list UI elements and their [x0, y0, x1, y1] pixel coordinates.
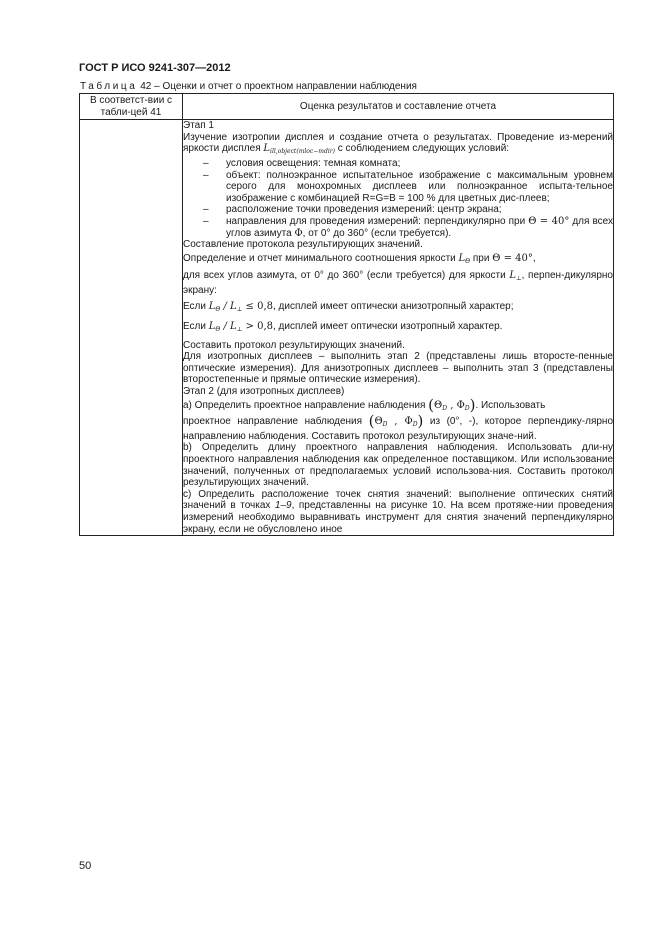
isotropy-instructions: Для изотропных дисплеев – выполнить этап 2 (представлены лишь второсте-пенные оптические измерения). Для анизотропных дисплеев – выполнить этап 3 (представлены второстепенные и прямые оптические измерения).	[183, 351, 613, 386]
if-label: Если	[183, 300, 206, 312]
theta-symbol: Θ	[434, 399, 443, 411]
condition-lighting: условия освещения: темная комната;	[226, 157, 401, 169]
stage1-title: Этап 1	[183, 120, 214, 132]
luminance-symbol: L	[263, 143, 271, 155]
list-dash: –	[203, 204, 209, 216]
anisotropic-text: , дисплей имеет оптически анизотропный характер;	[273, 300, 514, 312]
paren-close: )	[469, 395, 476, 414]
d-subscript: D	[464, 404, 470, 412]
stage2-item-a-continued	[183, 412, 614, 442]
condition-object: объект: полноэкранное испытательное изображение с максимальным уровнем серого для монохромных дисплеев или полноэкранное испыта-тельное изображение с комбинацией R=G=B = 100 % для цветных дис-плеев;	[226, 169, 613, 204]
luminance-perp-symbol: L	[509, 270, 516, 282]
perp-subscript: ⊥	[515, 275, 522, 283]
condition-list-item	[203, 170, 613, 205]
table-body-row	[80, 120, 614, 536]
min-ratio-text	[183, 253, 613, 268]
paren-close: )	[417, 412, 424, 431]
formula-compare: ≤ 0,8	[242, 300, 273, 312]
report-note: Составить протокол результирующих значений.	[183, 339, 405, 351]
formula-sub2: ⊥	[236, 326, 243, 334]
item-c-points: 1–9	[274, 500, 292, 512]
stage2-item-c	[183, 489, 613, 535]
d-subscript: D	[442, 404, 448, 412]
theta-symbol: Θ	[374, 416, 383, 428]
column-header-evaluation: Оценка результатов и составление отчета	[183, 94, 614, 120]
item-c-tail: , представленны на рисунке 10. На всем протяже-нии проведения измерений необходимо выравнивать инструмент для снятия значений перпендикулярно экрану, если не обусловлено иное	[183, 500, 613, 535]
min-ratio-comma: ,	[532, 252, 536, 264]
luminance-theta-symbol: L	[458, 252, 466, 264]
condition-list-item	[203, 158, 613, 170]
stage1-intro-text: Изучение изотропии дисплея и создание отчета о результатах. Проведение из-мерений яркости дисплея	[183, 131, 613, 155]
comma: ,	[387, 416, 405, 428]
isotropic-text: , дисплей имеет оптически изотропный характер.	[273, 321, 503, 333]
protocol-note: Составление протокола результирующих значений.	[183, 239, 423, 251]
table-header-row	[80, 94, 614, 120]
table-caption	[80, 81, 417, 92]
document-header: ГОСТ Р ИСО 9241-307—2012	[79, 62, 231, 74]
condition-list-item	[203, 216, 613, 239]
reference-cell	[80, 120, 183, 536]
column-header-reference: В соответст-вии с табли-цей 41	[80, 94, 183, 120]
directions-text: направления для проведения измерений: перпендикулярно при	[226, 215, 526, 227]
item-a-tail: из (0°, -), которое перпендику-лярно направлению наблюдения. Составить протокол результирующих значе-ний.	[183, 416, 614, 442]
min-ratio-at: при	[472, 252, 490, 264]
stage2-item-a	[183, 395, 613, 415]
directions-azimuth: для всех углов азимута	[226, 215, 613, 239]
condition-list-item	[203, 204, 613, 216]
min-ratio-intro: Определение и отчет минимального соотношения яркости	[183, 252, 456, 264]
condition-location: расположение точки проведения измерений: центр экрана;	[226, 204, 502, 216]
theta-subscript: Θ	[465, 257, 471, 265]
comma: ,	[447, 399, 457, 411]
list-dash: –	[203, 169, 209, 181]
stage1-intro	[183, 132, 613, 158]
formula-l: L	[208, 300, 216, 312]
min-ratio-azimuth: для всех углов азимута, от 0° до 360° (если требуется) для яркости	[183, 270, 506, 282]
stage1-intro-tail: с соблюдением следующих условий:	[337, 143, 510, 155]
evaluation-table	[79, 93, 614, 536]
formula-sub: Θ	[215, 305, 221, 313]
d-subscript: D	[412, 421, 418, 429]
page-number: 50	[79, 860, 92, 872]
stage2-item-b: b) Определить длину проектного направления наблюдения. Использовать дли-ну проектного направления наблюдения как определенное поставщиком. Или использование значений, полученных от предполагаемых условий использова-ния. Составить протокол результирующих значений.	[183, 442, 613, 489]
item-a-use: . Использовать	[475, 399, 546, 411]
list-dash: –	[203, 157, 209, 169]
stage2-title: Этап 2 (для изотропных дисплеев)	[183, 386, 345, 398]
theta-formula: Θ = 40°	[528, 215, 570, 227]
list-dash: –	[203, 215, 209, 227]
formula-sub: Θ	[215, 326, 221, 334]
directions-range: , от 0° до 360° (если требуется).	[302, 227, 452, 239]
table-caption-text: 42 – Оценки и отчет о проектном направлении наблюдения	[137, 81, 417, 92]
formula-ratio: / L	[220, 300, 237, 312]
anisotropic-condition	[183, 301, 613, 316]
formula-l: L	[208, 321, 216, 333]
formula-compare: > 0,8	[242, 321, 273, 333]
item-a-direction: проектное направление наблюдения	[183, 416, 363, 428]
formula-sub2: ⊥	[236, 305, 243, 313]
paren-open: (	[428, 395, 434, 414]
d-subscript: D	[382, 421, 388, 429]
item-a-text: а) Определить проектное направление наблюдения	[183, 399, 426, 411]
luminance-subscript: ill,object(mloc−mdir)	[270, 148, 335, 156]
table-caption-word: Таблица	[80, 81, 138, 92]
phi-symbol: Φ	[456, 399, 465, 411]
evaluation-cell	[183, 120, 614, 536]
paren-open: (	[368, 412, 375, 431]
phi-symbol: Φ	[294, 227, 303, 239]
isotropic-condition	[183, 321, 613, 336]
phi-symbol: Φ	[404, 416, 413, 428]
condition-directions	[226, 216, 613, 239]
item-c-text: c) Определить расположение точек снятия значений: выполнение оптических снятий значений в точках	[183, 488, 613, 512]
theta-40-formula: Θ = 40°	[492, 252, 533, 264]
min-ratio-continued	[183, 270, 613, 296]
min-ratio-tail: , перпен-дикулярно экрану:	[183, 270, 613, 296]
formula-ratio: / L	[220, 321, 237, 333]
if-label: Если	[183, 321, 206, 333]
